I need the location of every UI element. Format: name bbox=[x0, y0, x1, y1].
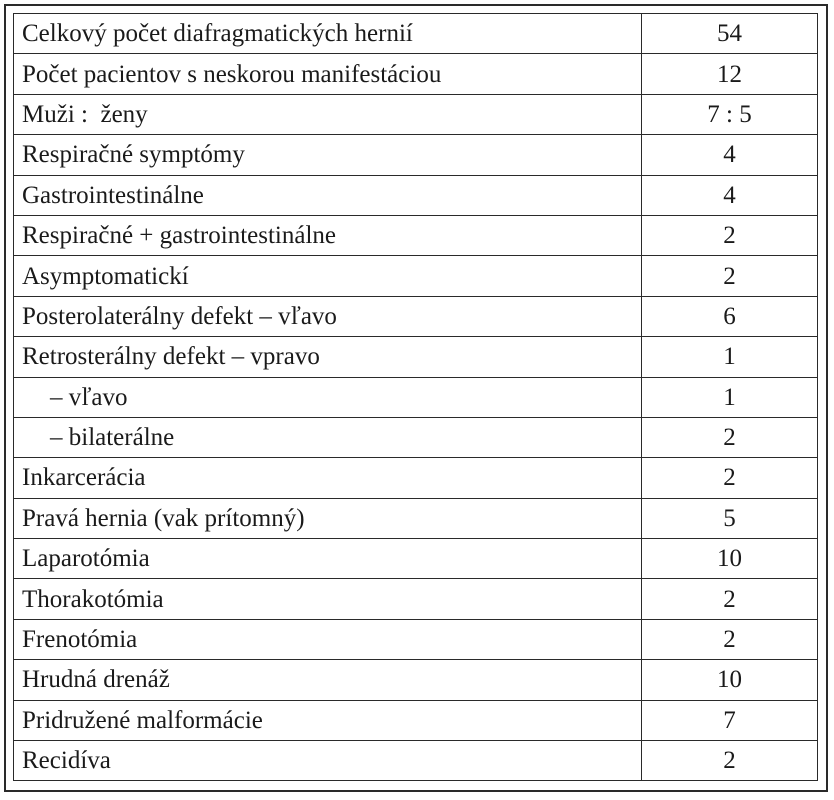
row-label: Hrudná drenáž bbox=[14, 660, 642, 700]
row-value: 7 bbox=[642, 700, 818, 740]
row-value: 2 bbox=[642, 579, 818, 619]
row-value: 2 bbox=[642, 215, 818, 255]
row-label: Respiračné symptómy bbox=[14, 135, 642, 175]
row-value: 5 bbox=[642, 498, 818, 538]
row-label: Počet pacientov s neskorou manifestáciou bbox=[14, 54, 642, 94]
row-label: – bilaterálne bbox=[14, 417, 642, 457]
row-value: 2 bbox=[642, 619, 818, 659]
row-value: 2 bbox=[642, 417, 818, 457]
row-value: 7 : 5 bbox=[642, 94, 818, 134]
row-value: 2 bbox=[642, 741, 818, 781]
table-row bbox=[14, 579, 818, 619]
row-label: Respiračné + gastrointestinálne bbox=[14, 215, 642, 255]
row-value: 2 bbox=[642, 458, 818, 498]
row-label: Pravá hernia (vak prítomný) bbox=[14, 498, 642, 538]
table-row bbox=[14, 135, 818, 175]
row-label: Thorakotómia bbox=[14, 579, 642, 619]
table-row bbox=[14, 417, 818, 457]
row-label: Asymptomatickí bbox=[14, 256, 642, 296]
row-label: Inkarcerácia bbox=[14, 458, 642, 498]
table-row bbox=[14, 458, 818, 498]
row-value: 4 bbox=[642, 135, 818, 175]
row-label: Gastrointestinálne bbox=[14, 175, 642, 215]
row-label: Muži : ženy bbox=[14, 94, 642, 134]
table-body bbox=[14, 14, 818, 781]
row-label: Retrosterálny defekt – vpravo bbox=[14, 337, 642, 377]
table-row bbox=[14, 94, 818, 134]
row-value: 1 bbox=[642, 377, 818, 417]
row-value: 4 bbox=[642, 175, 818, 215]
table-row bbox=[14, 700, 818, 740]
row-value: 10 bbox=[642, 660, 818, 700]
table-row bbox=[14, 498, 818, 538]
table-row bbox=[14, 337, 818, 377]
table-row bbox=[14, 660, 818, 700]
table-row bbox=[14, 619, 818, 659]
table-row bbox=[14, 14, 818, 54]
table-row bbox=[14, 377, 818, 417]
row-label: Laparotómia bbox=[14, 539, 642, 579]
row-value: 2 bbox=[642, 256, 818, 296]
row-value: 6 bbox=[642, 296, 818, 336]
row-label: Posterolaterálny defekt – vľavo bbox=[14, 296, 642, 336]
row-label: Recidíva bbox=[14, 741, 642, 781]
row-value: 12 bbox=[642, 54, 818, 94]
row-value: 1 bbox=[642, 337, 818, 377]
row-label: Pridružené malformácie bbox=[14, 700, 642, 740]
row-label: Celkový počet diafragmatických hernií bbox=[14, 14, 642, 54]
table-row bbox=[14, 215, 818, 255]
table-row bbox=[14, 54, 818, 94]
table-row bbox=[14, 296, 818, 336]
row-label: – vľavo bbox=[14, 377, 642, 417]
row-value: 54 bbox=[642, 14, 818, 54]
table-row bbox=[14, 539, 818, 579]
table-row bbox=[14, 175, 818, 215]
table-row bbox=[14, 741, 818, 781]
statistics-table bbox=[13, 13, 818, 781]
row-label: Frenotómia bbox=[14, 619, 642, 659]
row-value: 10 bbox=[642, 539, 818, 579]
table-row bbox=[14, 256, 818, 296]
